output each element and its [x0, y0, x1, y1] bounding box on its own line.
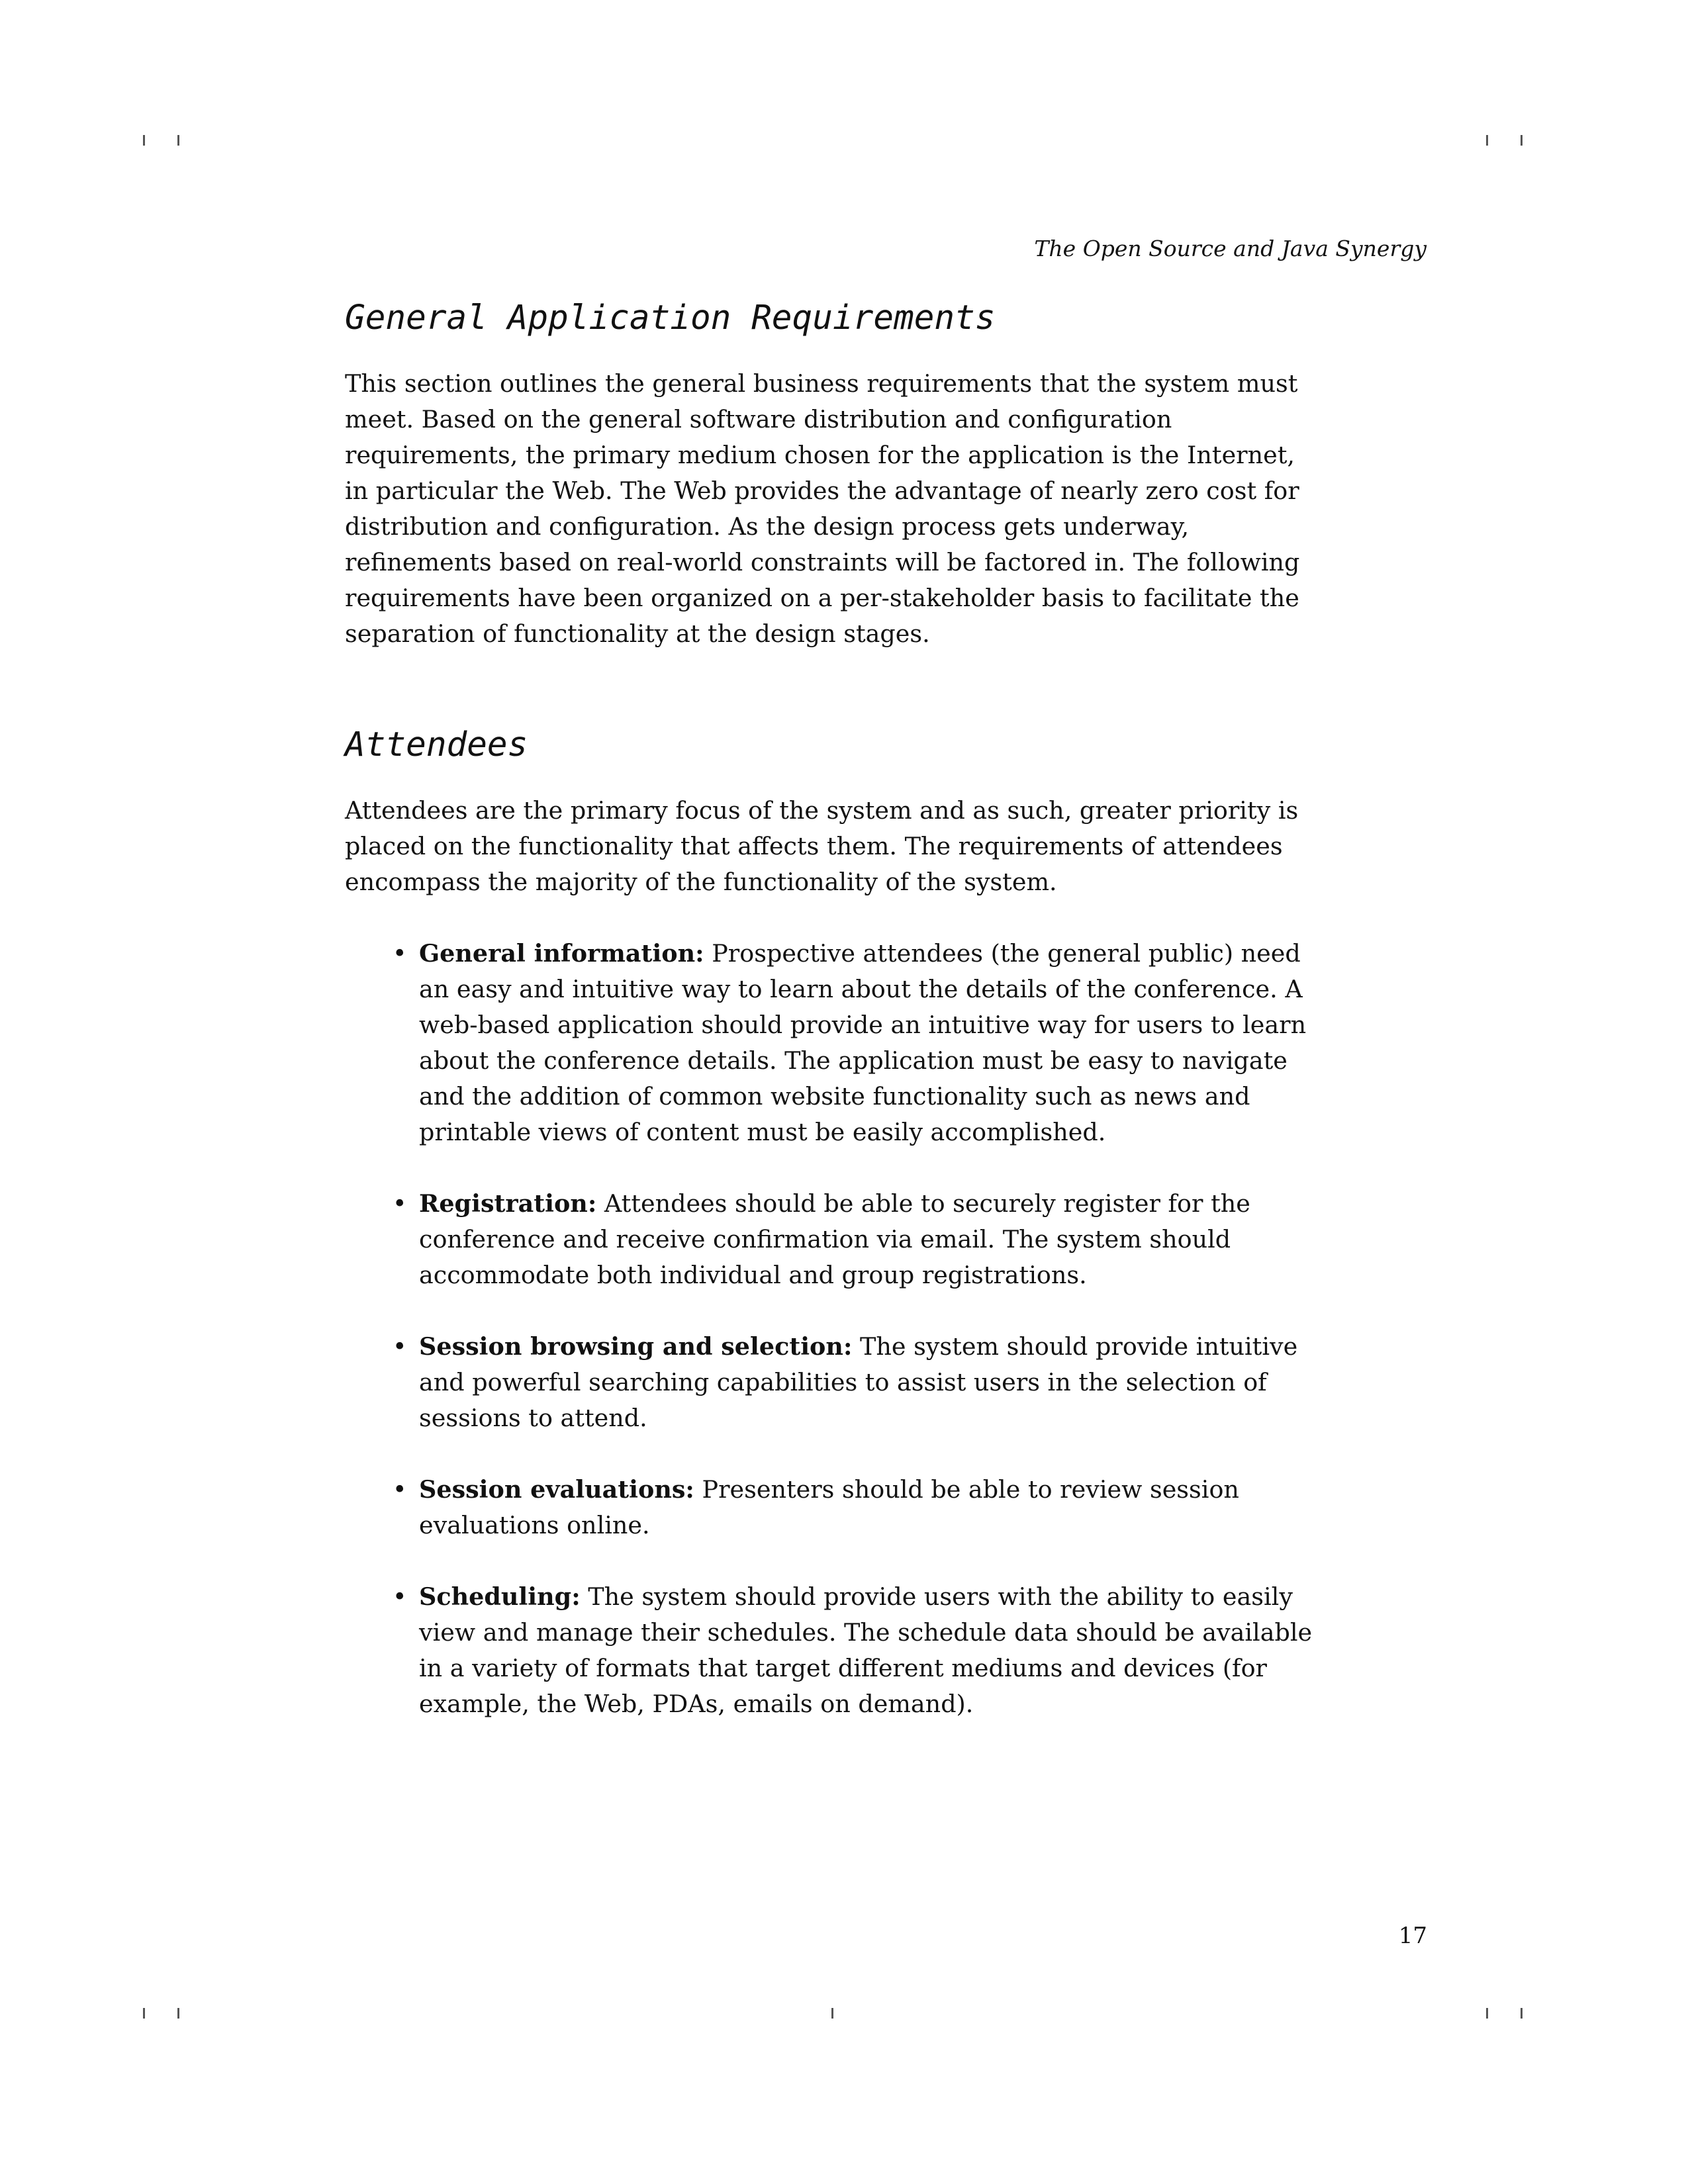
attendees-paragraph: Attendees are the primary focus of the system and as such, greater priority is placed on the functionality that affects them. The requirements of attendees encompass the majority of the functionality of the system. [345, 796, 1299, 897]
crop-mark [1521, 2008, 1523, 2019]
list-item-term: General information: [419, 939, 704, 968]
bullet-icon: • [393, 1332, 407, 1361]
list-item-general-information [345, 936, 1318, 1150]
bullet-icon: • [393, 1475, 407, 1504]
list-item-term: Registration: [419, 1189, 597, 1218]
section-heading-general-requirements: General Application Requirements [345, 298, 996, 338]
list-item-scheduling [345, 1579, 1318, 1722]
requirements-list [345, 936, 1318, 1722]
section-heading-attendees: Attendees [345, 725, 528, 765]
crop-mark [1486, 2008, 1488, 2019]
intro-paragraph: This section outlines the general business requirements that the system must meet. Based on the general software distribution and configuration requirements, the primary medium chosen for the application is the Internet, in particular the Web. The Web provides the advantage of nearly zero cost for distribution and configuration. As the design process gets underway, refinements based on real-world constraints will be factored in. The following requirements have been organized on a per-stakeholder basis to facilitate the separation of functionality at the design stages. [345, 369, 1300, 649]
list-item-registration [345, 1186, 1318, 1293]
list-item-text: The system should provide intuitive and powerful searching capabilities to assist users in the selection of sessions to attend. [419, 1332, 1298, 1433]
crop-mark [177, 135, 179, 146]
page-number: 17 [1398, 1923, 1427, 1949]
list-item-text: Presenters should be able to review session evaluations online. [419, 1475, 1239, 1540]
bullet-icon: • [393, 939, 407, 968]
page-content [345, 298, 1318, 1758]
crop-mark [831, 2008, 833, 2019]
crop-mark [143, 2008, 145, 2019]
list-item-text: Attendees should be able to securely register for the conference and receive confirmation via email. The system should accommodate both individual and group registrations. [419, 1189, 1250, 1290]
list-item-text: Prospective attendees (the general public) need an easy and intuitive way to learn about the details of the conference. A web-based application should provide an intuitive way for users to learn about the conference details. The application must be easy to navigate and the addition of common website functionality such as news and printable views of content must be easily accomplished. [419, 939, 1307, 1147]
list-item-session-evaluations [345, 1472, 1318, 1543]
bullet-icon: • [393, 1189, 407, 1218]
list-item-session-browsing [345, 1329, 1318, 1436]
bullet-icon: • [393, 1582, 407, 1612]
crop-mark [177, 2008, 179, 2019]
crop-mark [143, 135, 145, 146]
running-header: The Open Source and Java Synergy [1034, 236, 1427, 261]
crop-mark [1521, 135, 1523, 146]
list-item-term: Session evaluations: [419, 1475, 694, 1504]
crop-mark [1486, 135, 1488, 146]
list-item-term: Session browsing and selection: [419, 1332, 853, 1361]
list-item-text: The system should provide users with the ability to easily view and manage their schedules. The schedule data should be available in a variety of formats that target different mediums and devices (for example, the Web, PDAs, emails on demand). [419, 1582, 1313, 1719]
list-item-term: Scheduling: [419, 1582, 581, 1612]
